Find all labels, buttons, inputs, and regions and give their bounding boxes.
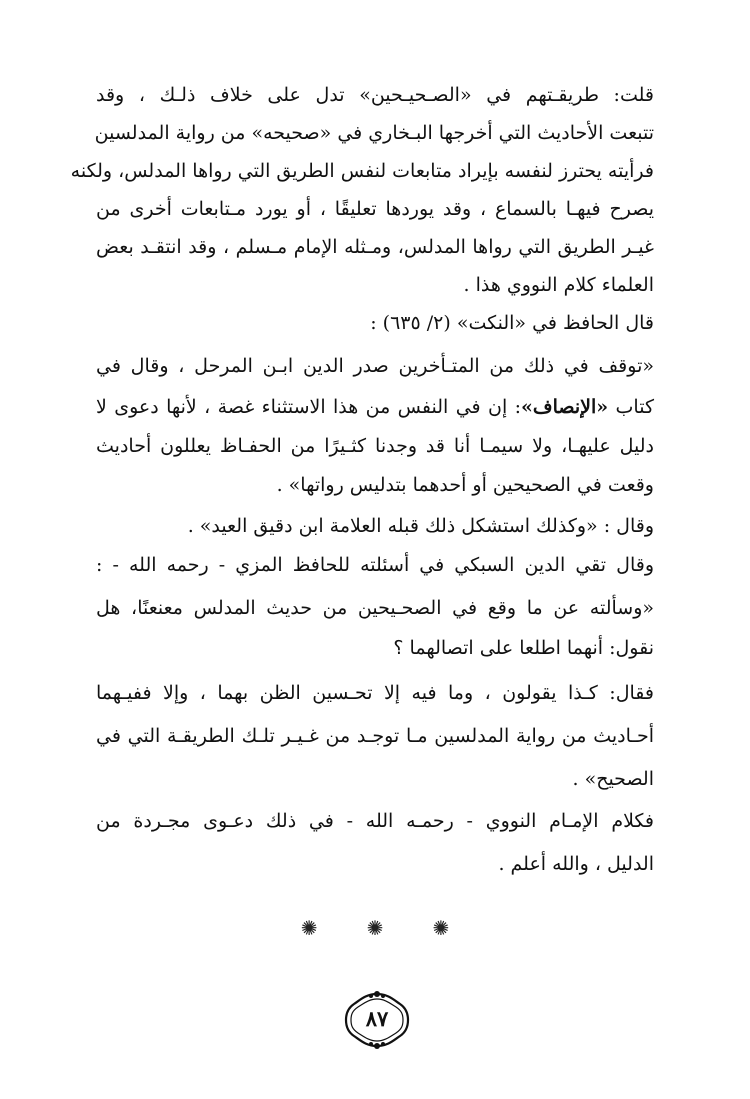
text-line-19: فكلام الإمـام النووي - رحمـه الله - في ذلك دعـوى مجـردة من [96,810,654,832]
text-line-18: الصحيح» . [572,768,654,790]
text-line-10: دليل عليهـا، ولا سيمـا أنا قد وجدنا كثـيرًا من الحفـاظ يعللون أحاديث [96,435,654,457]
text-line-14: «وسألته عن ما وقع في الصحـيحين من حديث المدلس معنعنًا، هل [96,597,654,619]
text-line-4: يصرح فيهـا بالسماع ، وقد يوردها تعليقًا ، أو يورد مـتابعات أخرى من [96,198,654,220]
page-number: ٨٧ [365,1006,389,1031]
text-line-13: وقال تقي الدين السبكي في أسئلته للحافظ المزي - رحمه الله - : [96,554,654,576]
text-line-20: الدليل ، والله أعلم . [498,853,654,875]
text-line-15: نقول: أنهما اطلعا على اتصالهما ؟ [393,637,654,659]
ornament-icon: ✺ [366,916,384,940]
page-number-frame [344,990,410,1050]
text-line-5: غيـر الطريق التي رواها المدلس، ومـثله الإمام مـسلم ، وقد انتقـد بعض [96,236,654,258]
text-line-16: فقال: كـذا يقولون ، وما فيه إلا تحـسين الظن بهما ، وإلا ففيـهما [96,682,654,704]
text-line-2: تتبعت الأحاديث التي أخرجها البـخاري في «صحيحه» من رواية المدلسين [94,122,654,144]
ornament-icon: ✺ [432,916,450,940]
kitab-prefix: كتاب [608,396,654,418]
text-line-12: وقال : «وكذلك استشكل ذلك قبله العلامة ابن دقيق العيد» . [187,515,654,537]
text-line-3: فرأيته يحترز لنفسه بإيراد متابعات لنفس الطريق التي رواها المدلس، ولكنه [70,160,654,182]
text-line-7: قال الحافظ في «النكت» (٢/ ٦٣٥) : [370,312,654,334]
text-line-17: أحـاديث من رواية المدلسين مـا توجـد من غـيـر تلـك الطريقـة التي في [96,725,654,747]
ornament-icon: ✺ [300,916,318,940]
text-line-8: «توقف في ذلك من المتـأخرين صدر الدين ابـن المرحل ، وقال في [96,355,654,377]
text-line-9 [96,389,654,425]
section-divider [0,913,750,943]
text-line-11: وقعت في الصحيحين أو أحدهما بتدليس رواتها» . [276,474,654,496]
text-line-1: قلت: طريقـتهم في «الصـحيـحين» تدل على خلاف ذلـك ، وقد [96,84,654,106]
book-title-insaf: «الإنصاف» [521,396,609,418]
text-line-6: العلماء كلام النووي هذا . [463,274,654,296]
kitab-rest: : إن في النفس من هذا الاستثناء غصة ، لأنها دعوى لا [96,396,522,418]
